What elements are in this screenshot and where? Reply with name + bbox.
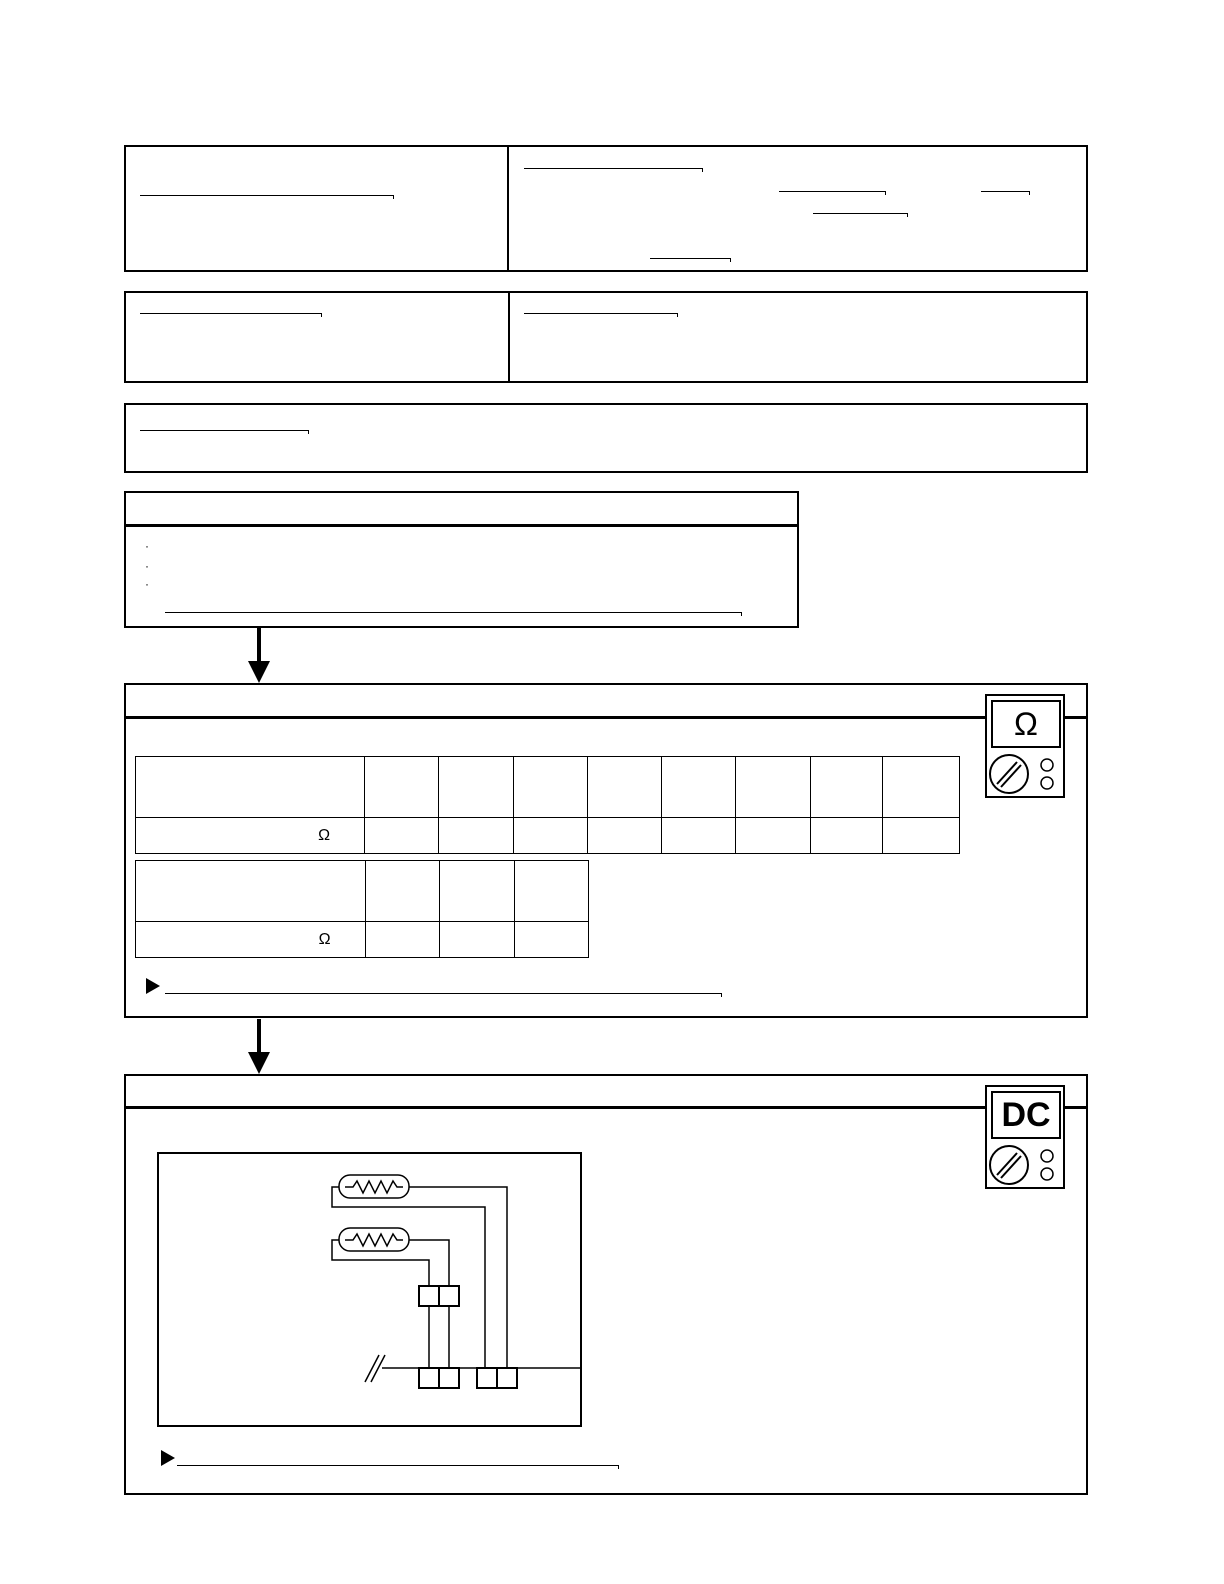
play-triangle-icon <box>146 978 160 994</box>
table-header-cell <box>136 861 366 922</box>
flow-arrow-shaft <box>257 1019 261 1053</box>
step-3-header-rule <box>124 1106 1088 1109</box>
redacted-text-line <box>524 313 677 314</box>
step-1-box <box>124 491 799 628</box>
bullet-point: · <box>145 539 149 553</box>
table-header-cell <box>736 757 810 818</box>
table-cell <box>440 922 514 958</box>
step-1-header-rule <box>124 524 799 527</box>
table-header-cell <box>136 757 365 818</box>
connector-pin <box>419 1368 439 1388</box>
redacted-text-line <box>140 313 321 314</box>
meter-display <box>991 1091 1061 1139</box>
connector-pin <box>497 1368 517 1388</box>
connector-pin <box>477 1368 497 1388</box>
table-header-cell <box>587 757 661 818</box>
meter-dial <box>987 750 1067 798</box>
play-triangle-icon <box>161 1450 175 1466</box>
redacted-text-line <box>140 430 308 431</box>
table-header-cell <box>365 861 439 922</box>
redacted-text-line <box>650 258 730 259</box>
info-box-middle-divider <box>508 291 510 383</box>
ohmmeter-icon <box>985 694 1065 798</box>
flow-arrow-shaft <box>257 628 261 662</box>
connector-pin <box>419 1286 439 1306</box>
table-header-cell <box>882 757 959 818</box>
table-header-cell <box>440 861 514 922</box>
arrow-down-icon <box>248 661 270 683</box>
table-cell <box>365 818 439 854</box>
resistance-unit-label: Ω <box>136 818 365 854</box>
info-box-wide <box>124 403 1088 473</box>
resistor-icon <box>339 1175 409 1198</box>
info-box-middle <box>124 291 1088 383</box>
connector-pin <box>439 1286 459 1306</box>
bullet-point: · <box>145 577 149 591</box>
table-header-cell <box>439 757 513 818</box>
table-header-cell <box>514 861 588 922</box>
table-cell <box>736 818 810 854</box>
redacted-text-line <box>140 195 393 196</box>
table-header-cell <box>365 757 439 818</box>
arrow-down-icon <box>248 1052 270 1074</box>
redacted-text-line <box>981 191 1029 192</box>
meter-symbol: DC <box>1001 1096 1051 1134</box>
table-header-cell <box>513 757 587 818</box>
step-2-header-rule <box>124 716 1088 719</box>
connector-pin <box>439 1368 459 1388</box>
resistance-table-1 <box>135 756 960 854</box>
resistance-unit-label: Ω <box>136 922 366 958</box>
redacted-text-line <box>779 191 885 192</box>
table-cell <box>514 922 588 958</box>
voltmeter-icon <box>985 1085 1065 1189</box>
table-cell <box>810 818 882 854</box>
bullet-point: · <box>145 559 149 573</box>
redacted-text-line <box>165 612 741 613</box>
redacted-text-line <box>165 993 721 994</box>
table-header-cell <box>810 757 882 818</box>
resistor-icon <box>339 1228 409 1251</box>
redacted-text-line <box>177 1465 618 1466</box>
meter-display <box>991 700 1061 748</box>
table-cell <box>662 818 736 854</box>
table-cell <box>513 818 587 854</box>
table-cell <box>439 818 513 854</box>
meter-symbol: Ω <box>1014 706 1038 742</box>
table-cell <box>882 818 959 854</box>
redacted-text-line <box>813 213 907 214</box>
resistance-table-2 <box>135 860 589 958</box>
info-box-top-divider <box>507 145 509 272</box>
wiring-diagram <box>157 1152 582 1428</box>
meter-dial <box>987 1141 1067 1189</box>
table-cell <box>365 922 439 958</box>
table-cell <box>587 818 661 854</box>
info-box-top <box>124 145 1088 272</box>
table-header-cell <box>662 757 736 818</box>
redacted-text-line <box>524 168 702 169</box>
